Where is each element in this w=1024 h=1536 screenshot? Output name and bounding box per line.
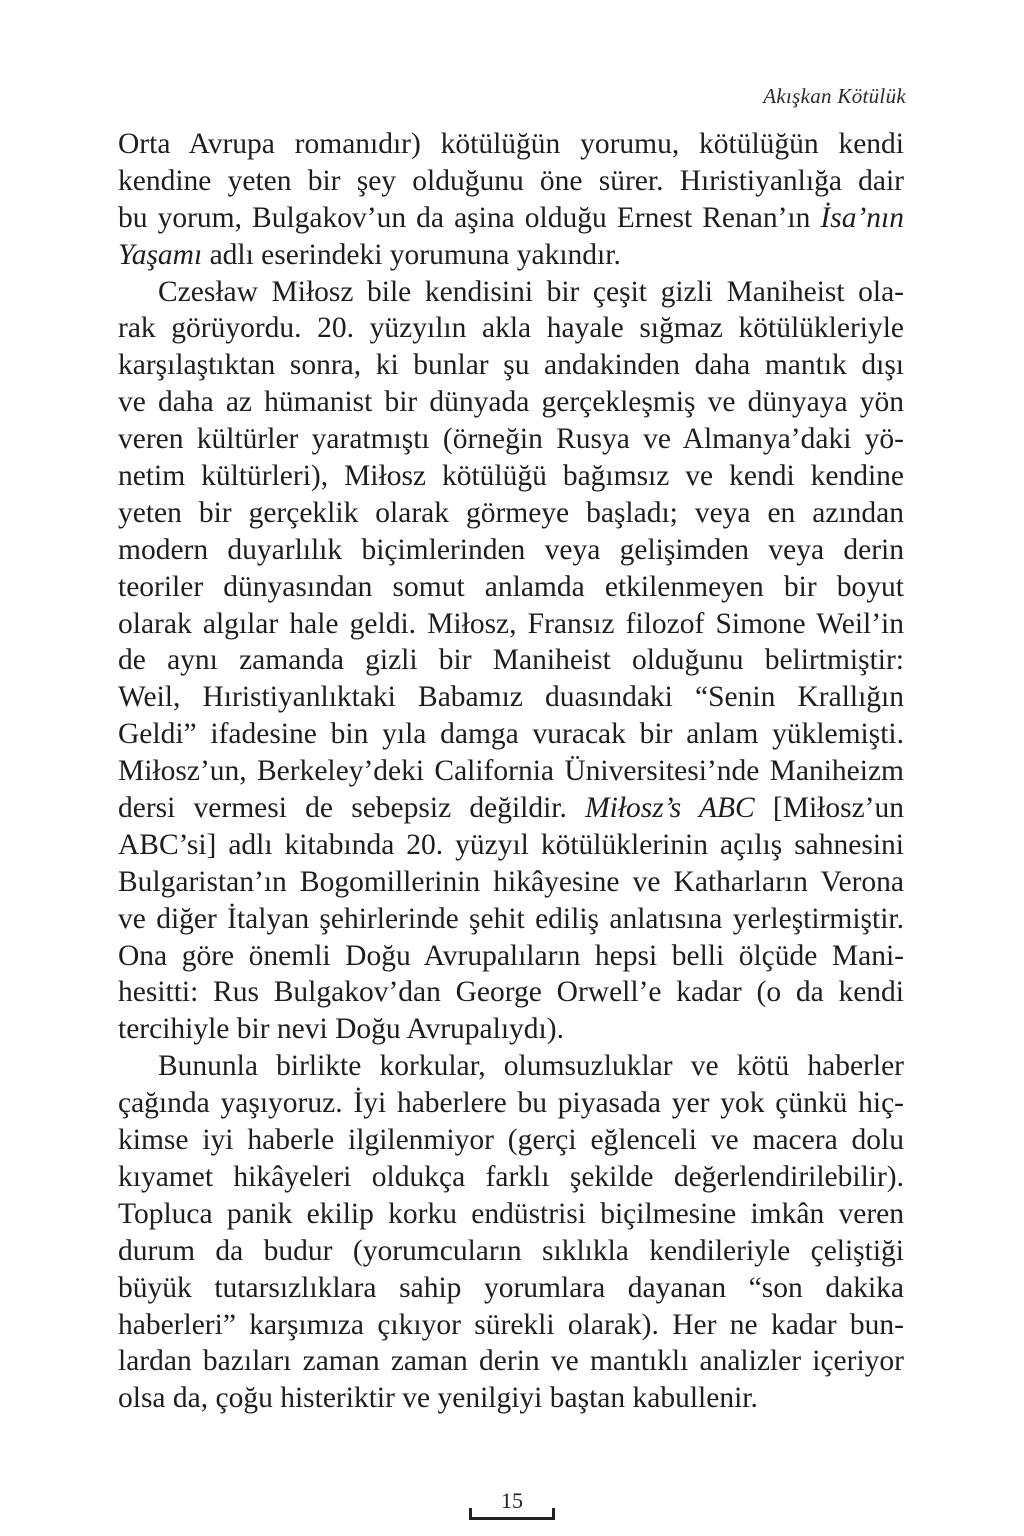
text-line [118, 163, 904, 200]
text-run: netim kültürleri), Miłosz kötülüğü bağımsız ve kendi kendine [118, 460, 904, 493]
text-line [118, 901, 904, 938]
text-run: Bulgaristan’ın Bogomillerinin hikâyesine ve Katharların Verona [118, 865, 904, 898]
text-run: ABC’si] adlı kitabında 20. yüzyıl kötülüklerinin açılış sahnesini [118, 828, 904, 861]
text-run: çağında yaşıyoruz. İyi haberlere bu piyasada yer yok çünkü hiç- [118, 1087, 904, 1120]
body-text [118, 126, 904, 1417]
text-run: veren kültürler yaratmıştı (örneğin Rusya ve Almanya’daki yö- [118, 423, 904, 456]
text-line [118, 495, 904, 532]
text-run: Orta Avrupa romanıdır) kötülüğün yorumu, kötülüğün kendi [118, 128, 904, 160]
text-run: Ona göre önemli Doğu Avrupalıların hepsi belli ölçüde Mani- [118, 939, 904, 972]
text-line [118, 864, 904, 901]
text-run: Toplucа panik ekilip korku endüstrisi biçilmesine imkân veren [118, 1197, 904, 1230]
text-line [118, 532, 904, 569]
text-line [118, 1048, 904, 1085]
text-line [118, 1343, 904, 1380]
text-line [118, 237, 904, 274]
text-line [118, 347, 904, 384]
text-line [118, 1122, 904, 1159]
text-run: teoriler dünyasından somut anlamda etkilenmeyen bir boyut [118, 570, 904, 603]
text-run: Geldi” ifadesine bin yıla damga vuracak bir anlam yüklemişti. [118, 718, 904, 751]
text-run: büyük tutarsızlıklara sahip yorumlara dayanan “son dakika [118, 1271, 904, 1304]
text-line [118, 126, 904, 163]
text-run: adlı eserindeki yorumuna yakındır. [202, 238, 621, 271]
text-line [118, 421, 904, 458]
text-run: olarak algılar hale geldi. Miłosz, Fransız filozof Simone Weil’in [118, 607, 904, 640]
text-line [118, 790, 904, 827]
text-run: olsa da, çoğu histeriktir ve yenilgiyi baştan kabullenir. [118, 1382, 758, 1415]
text-line [118, 1196, 904, 1233]
text-line [118, 310, 904, 347]
text-run: haberleri” karşımıza çıkıyor sürekli olarak). Her ne kadar bun- [118, 1308, 904, 1341]
text-run: tercihiyle bir nevi Doğu Avrupalıydı). [118, 1013, 564, 1046]
text-run: Weil, Hıristiyanlıktaki Babamız duasındaki “Senin Krallığın [118, 681, 904, 714]
text-line [118, 384, 904, 421]
text-line [118, 1085, 904, 1122]
text-run: bu yorum, Bulgakov’un da aşina olduğu Ernest Renan’ın [118, 201, 821, 234]
page-footer [0, 1488, 1024, 1520]
text-run: hesitti: Rus Bulgakov’dan George Orwell’e kadar (o da kendi [118, 976, 904, 1009]
page-number-rule [469, 1517, 555, 1520]
text-line [118, 458, 904, 495]
text-line [118, 1159, 904, 1196]
text-line [118, 679, 904, 716]
text-run: yeten bir gerçeklik olarak görmeye başladı; veya en azından [118, 496, 904, 529]
italic-text: İsa’nın [820, 201, 904, 234]
text-run: Czesław Miłosz bile kendisini bir çeşit gizli Maniheist ola- [158, 275, 904, 308]
text-run: kendine yeten bir şey olduğunu öne sürer. Hıristiyanlığa dair [118, 164, 904, 197]
text-line [118, 274, 904, 311]
text-line [118, 1011, 904, 1048]
text-line [118, 606, 904, 643]
page-number-block [485, 1488, 539, 1520]
text-run: [Miłosz’un [754, 792, 904, 825]
italic-text: Miłosz’s ABC [585, 792, 755, 825]
text-run: lardan bazıları zaman zaman derin ve mantıklı analizler içeriyor [118, 1345, 904, 1378]
text-line [118, 642, 904, 679]
text-run: de aynı zamanda gizli bir Maniheist olduğunu belirtmiştir: [118, 644, 904, 677]
text-line [118, 569, 904, 606]
text-run: ve daha az hümanist bir dünyada gerçekleşmiş ve dünyaya yön [118, 386, 904, 419]
text-line [118, 753, 904, 790]
text-line [118, 827, 904, 864]
text-line [118, 938, 904, 975]
text-line [118, 1270, 904, 1307]
text-run: kimse iyi haberle ilgilenmiyor (gerçi eğlenceli ve macera dolu [118, 1124, 904, 1157]
text-line [118, 1380, 904, 1417]
text-run: karşılaştıktan sonra, ki bunlar şu andakinden daha mantık dışı [118, 349, 904, 382]
text-run: Miłosz’un, Berkeley’deki California Üniversitesi’nde Maniheizm [118, 755, 904, 788]
text-run: modern duyarlılık biçimlerinden veya gelişimden veya derin [118, 533, 904, 566]
text-run: Bununla birlikte korkular, olumsuzluklar ve kötü haberler [158, 1050, 904, 1083]
page-number: 15 [501, 1488, 523, 1513]
text-run: ve diğer İtalyan şehirlerinde şehit ediliş anlatısına yerleştirmiştir. [118, 902, 904, 935]
text-line [118, 1307, 904, 1344]
text-line [118, 716, 904, 753]
text-run: durum da budur (yorumcuların sıklıkla kendileriyle çeliştiği [118, 1234, 904, 1267]
text-line [118, 974, 904, 1011]
text-run: rak görüyordu. 20. yüzyılın akla hayale sığmaz kötülükleriyle [118, 312, 904, 345]
text-line [118, 200, 904, 237]
running-head: Akışkan Kötülük [763, 84, 906, 108]
text-line [118, 1233, 904, 1270]
text-run: dersi vermesi de sebepsiz değildir. [118, 792, 586, 825]
italic-text: Yaşamı [118, 238, 203, 271]
text-run: kıyamet hikâyeleri oldukça farklı şekilde değerlendirilebilir). [118, 1160, 904, 1193]
